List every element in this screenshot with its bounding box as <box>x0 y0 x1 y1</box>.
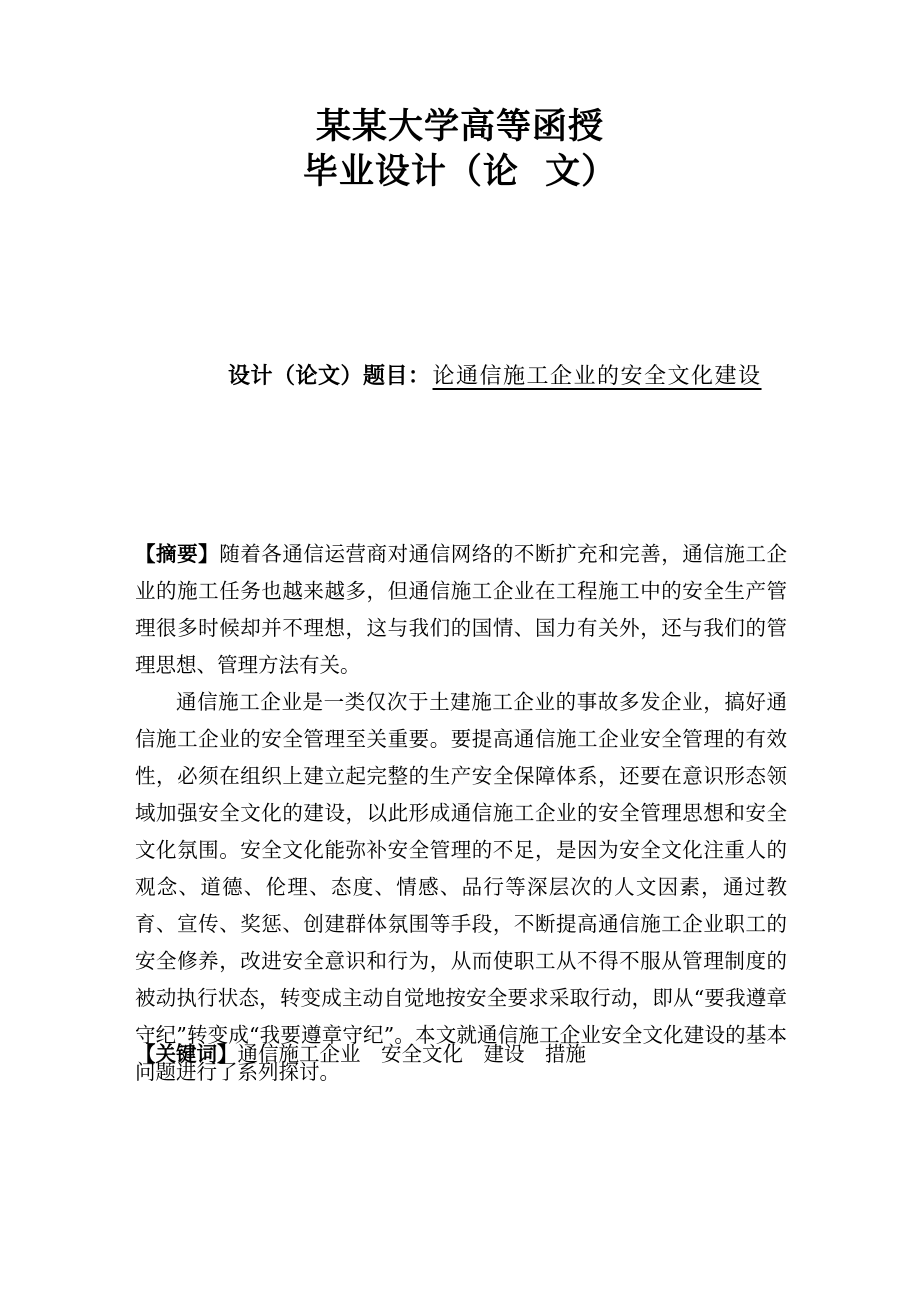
keywords-label: 【关键词】 <box>135 1042 238 1066</box>
abstract-label: 【摘要】 <box>135 542 220 566</box>
abstract-paragraph-2-text: 通信施工企业是一类仅次于土建施工企业的事故多发企业，搞好通信施工企业的安全管理至关重要。要提高通信施工企业安全管理的有效性，必须在组织上建立起完整的生产安全保障体系，还要在意识形态领域加强安全文化的建设，以此形成通信施工企业的安全管理思想和安全文化氛围。安全文化能弥补安全管理的不足，是因为安全文化注重人的观念、道德、伦理、态度、情感、品行等深层次的人文因素，通过教育、宣传、奖惩、创建群体氛围等手段，不断提高通信施工企业职工的安全修养，改进安全意识和行为，从而使职工从不得不服从管理制度的被动执行状态，转变成主动自觉地按安全要求采取行动，即从“要我遵章守纪”转变成“我要遵章守纪”。本文就通信施工企业安全文化建设的基本问题进行了系列探讨。 <box>135 690 787 1084</box>
document-heading <box>0 104 920 194</box>
thesis-title-label: 设计（论文）题目： <box>228 363 431 389</box>
abstract-paragraph-1-text: 随着各通信运营商对通信网络的不断扩充和完善，通信施工企业的施工任务也越来越多，但通信施工企业在工程施工中的安全生产管理很多时候却并不理想，这与我们的国情、国力有关外，还与我们的管理思想、管理方法有关。 <box>135 542 788 677</box>
abstract-paragraph-second <box>135 684 787 1091</box>
keywords-row <box>135 1036 787 1073</box>
thesis-title-row <box>228 360 888 393</box>
heading-line-university: 某某大学高等函授 <box>315 106 604 147</box>
thesis-title-value: 论通信施工企业的安全文化建设 <box>432 364 762 389</box>
keywords-value: 通信施工企业 安全文化 建设 措施 <box>237 1042 586 1066</box>
abstract-block <box>135 536 787 1091</box>
heading-line-thesis-type: 毕业设计（论 文） <box>302 151 618 192</box>
abstract-paragraph-first <box>135 536 787 684</box>
